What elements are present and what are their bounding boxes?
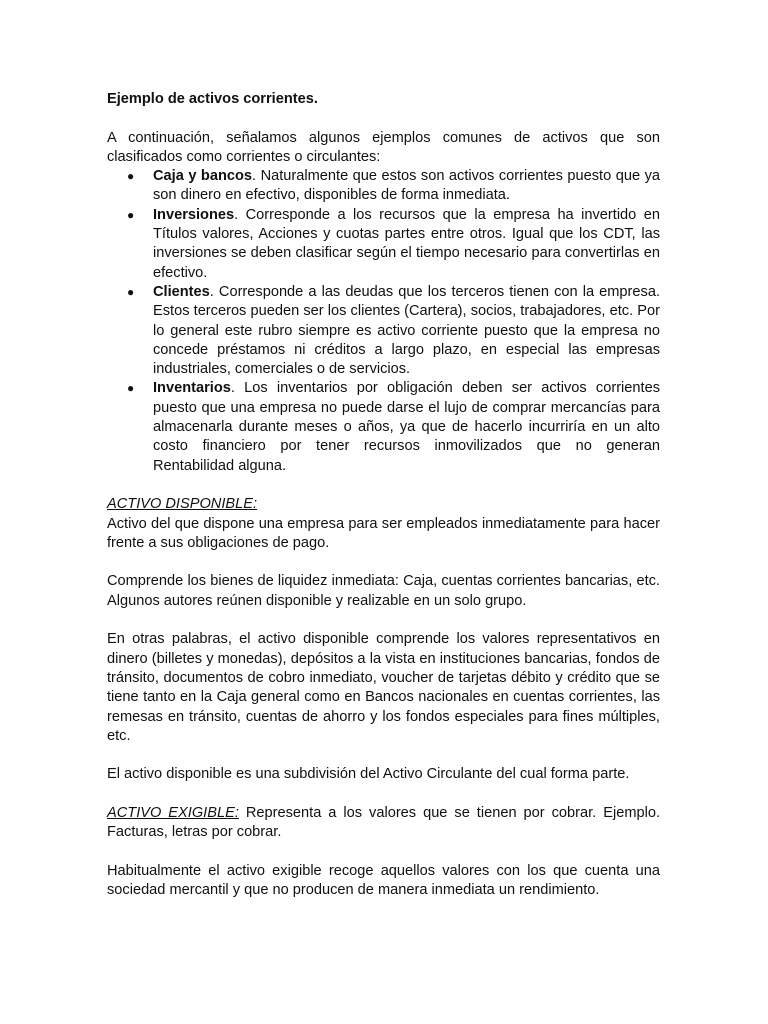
list-item xyxy=(127,167,660,206)
intro-paragraph: A continuación, señalamos algunos ejemplos comunes de activos que son clasificados como corrientes o circulantes: xyxy=(107,129,660,165)
list-item-term: Inventarios xyxy=(153,380,231,397)
list-item-text: . Naturalmente que estos son activos corrientes puesto que ya son dinero en efectivo, disponibles de forma inmediata. xyxy=(153,168,660,204)
document-page xyxy=(107,90,660,900)
bullet-icon: ● xyxy=(127,169,135,184)
list-item-term: Clientes xyxy=(153,283,210,300)
bullet-icon: ● xyxy=(127,207,135,222)
list-item-term: Inversiones xyxy=(153,206,235,223)
section-heading-disponible: ACTIVO DISPONIBLE: xyxy=(107,496,258,513)
list-item-text: . Corresponde a los recursos que la empresa ha invertido en Títulos valores, Acciones y cuotas partes entre otros. Igual que los CDT, las inversiones se deben clasificar según el tiempo necesario para convertirlas en efectivo. xyxy=(153,206,660,281)
disponible-paragraph-4: El activo disponible es una subdivisión del Activo Circulante del cual forma parte. xyxy=(107,766,630,783)
bullet-list xyxy=(107,167,660,476)
list-item xyxy=(127,206,660,283)
list-item xyxy=(127,379,660,475)
bullet-icon: ● xyxy=(127,284,135,299)
list-item-text: . Corresponde a las deudas que los terceros tienen con la empresa. Estos terceros pueden ser los clientes (Cartera), socios, trabajadores, etc. Por lo general este rubro siempre es activo corriente puesto que la empresa no concede préstamos ni créditos a largo plazo, en especial las empresas industriales, comerciales o de servicios. xyxy=(153,283,660,378)
list-item xyxy=(127,283,660,379)
list-item-term: Caja y bancos xyxy=(153,168,253,185)
disponible-paragraph-2: Comprende los bienes de liquidez inmediata: Caja, cuentas corrientes bancarias, etc. Algunos autores reúnen disponible y realizable en un solo grupo. xyxy=(107,573,660,609)
disponible-paragraph-1: Activo del que dispone una empresa para ser empleados inmediatamente para hacer frente a sus obligaciones de pago. xyxy=(107,515,660,551)
bullet-icon: ● xyxy=(127,381,135,396)
document-title: Ejemplo de activos corrientes. xyxy=(107,91,318,107)
exigible-paragraph-1 xyxy=(107,804,660,843)
exigible-paragraph-2: Habitualmente el activo exigible recoge aquellos valores con los que cuenta una sociedad mercantil y que no producen de manera inmediata un rendimiento. xyxy=(107,862,660,899)
disponible-paragraph-3: En otras palabras, el activo disponible comprende los valores representativos en dinero (billetes y monedas), depósitos a la vista en instituciones bancarias, fondos de tránsito, documentos de cobro inmediato, voucher de tarjetas débito y crédito que se tiene tanto en la Caja general como en Bancos nacionales en cuentas corrientes, las remesas en tránsito, cuentas de ahorro y los fondos especiales para fines múltiples, etc. xyxy=(107,631,660,744)
list-item-text: . Los inventarios por obligación deben ser activos corrientes puesto que una empresa no puede darse el lujo de comprar mercancías para almacenarla durante meses o años, ya que de hacerlo incurriría en un alto costo financiero por tener recursos inmovilizados que no generan Rentabilidad alguna. xyxy=(153,380,660,474)
exigible-text: Representa a los valores que se tienen por cobrar. Ejemplo. Facturas, letras por cobrar. xyxy=(107,804,661,841)
section-heading-exigible: ACTIVO EXIGIBLE: xyxy=(107,804,239,821)
